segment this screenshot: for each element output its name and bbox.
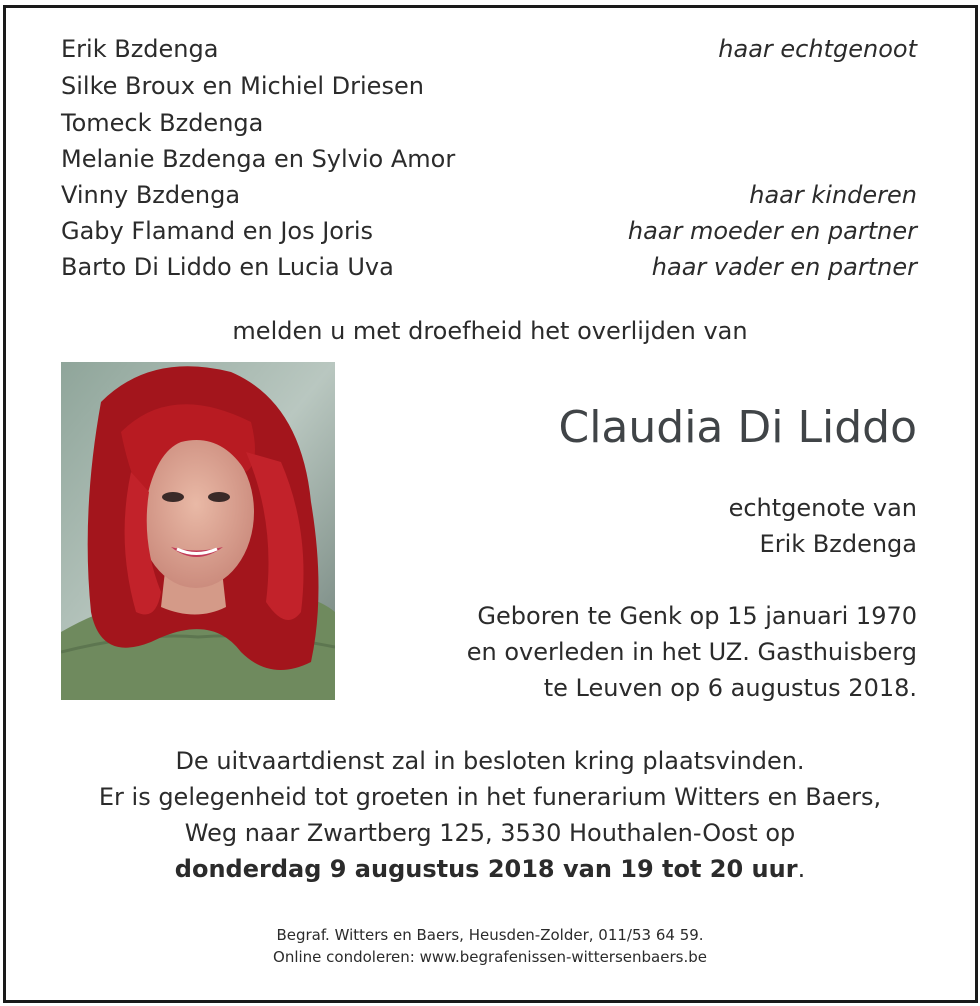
service-line-3: Weg naar Zwartberg 125, 3530 Houthalen-Oost op [184,819,796,847]
family-name: Silke Broux en Michiel Driesen [61,72,424,100]
family-row [61,32,917,66]
family-name: Gaby Flamand en Jos Joris [61,217,374,245]
footer-line-1: Begraf. Witters en Baers, Heusden-Zolder, 011/53 64 59. [276,926,704,944]
service-block [0,743,980,887]
family-relation: haar echtgenoot [718,35,917,63]
family-name: Melanie Bzdenga en Sylvio Amor [61,145,456,173]
family-relation: haar vader en partner [651,253,917,281]
family-relation: haar kinderen [749,181,917,209]
footer-line-2: Online condoleren: www.begrafenissen-wittersenbaers.be [273,948,707,966]
deceased-name: Claudia Di Liddo [558,402,917,453]
service-line-2: Er is gelegenheid tot groeten in het funerarium Witters en Baers, [98,783,882,811]
service-date-end: . [797,855,806,883]
family-row [61,69,917,103]
family-name: Barto Di Liddo en Lucia Uva [61,253,394,281]
spouse-name: Erik Bzdenga [759,530,917,558]
family-row [61,178,917,212]
service-date-line [0,851,980,887]
footer [0,924,980,968]
family-row [61,214,917,248]
family-row [61,250,917,284]
service-line-1: De uitvaartdienst zal in besloten kring plaatsvinden. [175,747,805,775]
birth-death-block [467,598,917,706]
service-date: donderdag 9 augustus 2018 van 19 tot 20 uur [174,855,798,883]
family-name: Tomeck Bzdenga [61,109,264,137]
family-name: Vinny Bzdenga [61,181,241,209]
spouse-label: echtgenote van [728,494,917,522]
death-line-2: te Leuven op 6 augustus 2018. [543,674,917,702]
spouse-block [729,490,917,562]
family-row [61,106,917,140]
death-line-1: en overleden in het UZ. Gasthuisberg [466,638,917,666]
portrait-photo [61,362,335,700]
family-relation: haar moeder en partner [627,217,917,245]
intro-text: melden u met droefheid het overlijden van [232,317,748,345]
birth-line: Geboren te Genk op 15 januari 1970 [477,602,917,630]
family-row [61,142,917,176]
family-name: Erik Bzdenga [61,35,219,63]
